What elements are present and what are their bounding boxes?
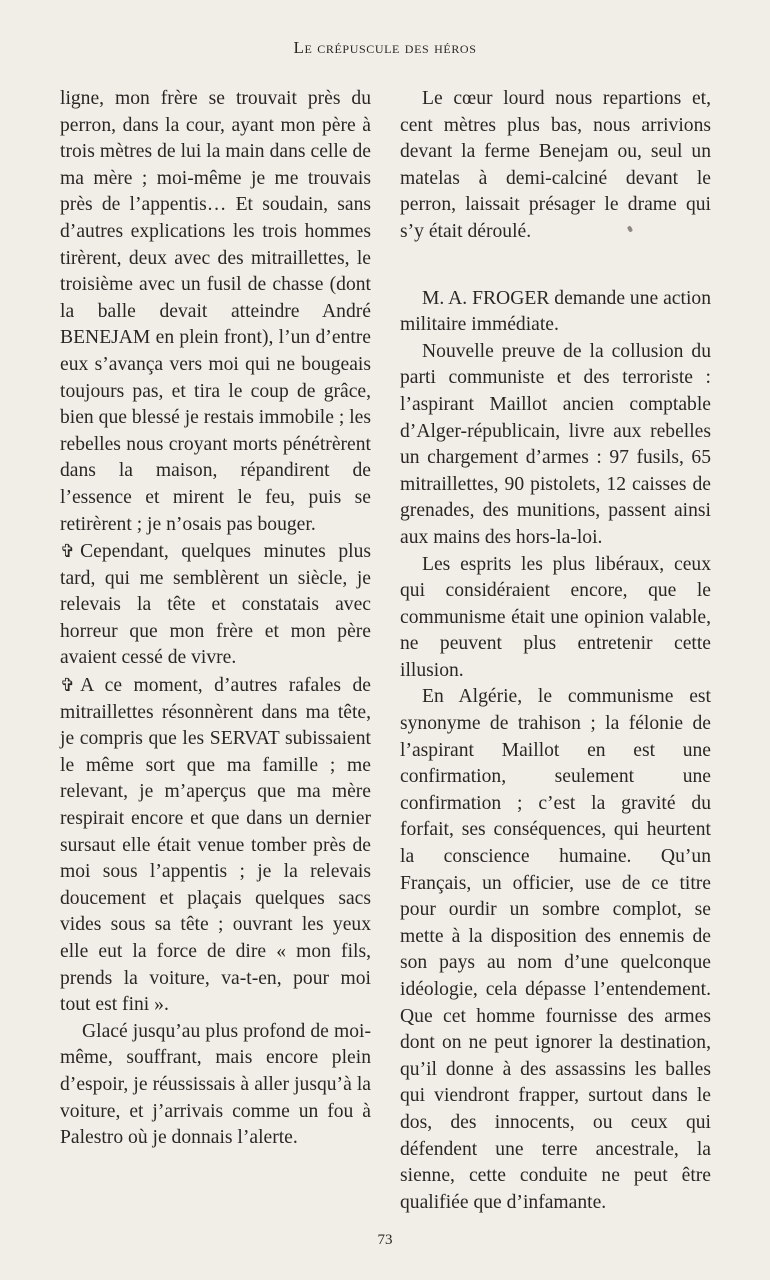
paragraph: [60, 672, 371, 1019]
paragraph: Nouvelle preuve de la collusion du parti communiste et des terroriste : l’aspirant Maillot ancien comptable d’Alger-républicain, livre aux rebelles un chargement d’armes : 97 fusils, 65 mitraillettes, 90 pistolets, 12 caisses de grenades, des munitions, passent ainsi aux mains des hors-la-loi.: [400, 340, 711, 548]
right-column: [400, 86, 711, 1216]
left-column: [60, 86, 371, 1152]
paragraph: ligne, mon frère se trouvait près du perron, dans la cour, ayant mon père à trois mètres de lui la main dans celle de ma mère ; moi-même je me trouvais près de l’appentis… Et soudain, sans d’autres explications les trois hommes tirèrent, deux avec des mitraillettes, le troisième avec un fusil de chasse (dont la balle devait atteindre André BENEJAM en plein front), l’un d’entre eux s’avança vers moi qui ne bougeais toujours pas, et tira le coup de grâce, bien que blessé je restais immobile ; les rebelles nous croyant morts pénétrèrent dans la maison, répandirent de l’essence et mirent le feu, puis se retirèrent ; je n’osais pas bouger.: [60, 88, 371, 535]
cross-symbol-icon: ✞: [60, 675, 76, 696]
cross-symbol-icon: ✞: [60, 541, 76, 562]
paragraph: Les esprits les plus libéraux, ceux qui considéraient encore, que le communisme était une opinion valable, ne peuvent plus entretenir cette illusion.: [400, 553, 711, 681]
paragraph: Glacé jusqu’au plus profond de moi-même, souffrant, mais encore plein d’espoir, je réussissais à aller jusqu’à la voiture, et j’arrivais comme un fou à Palestro où je donnais l’alerte.: [60, 1020, 371, 1149]
running-title: Le crépuscule des héros: [293, 38, 477, 57]
page-number: 73: [377, 1232, 393, 1248]
paragraph-text: Cependant, quelques minutes plus tard, qui me semblèrent un siècle, je relevais la tête et constatais avec horreur que mon frère et mon père avaient cessé de vivre.: [60, 541, 371, 669]
paragraph: En Algérie, le communisme est synonyme de trahison ; la félonie de l’aspirant Maillot en est une confirmation, seulement une confirmation ; c’est la gravité du forfait, ses conséquences, qui heurtent la conscience humaine. Qu’un Français, un officier, use de ce titre pour ourdir un sombre complot, se mette à la disposition des ennemis de son pays au nom d’une quelconque idéologie, cela dépasse l’entendement. Que cet homme fournisse des armes dont on ne peut ignorer la destination, qu’il donne à des assassins les balles qui viendront frapper, surtout dans le dos, des innocents, ou ceux qui défendent une terre ancestrale, la sienne, cette conduite ne peut être qualifiée que d’infamante.: [400, 686, 711, 1213]
paragraph: [60, 538, 371, 672]
paragraph: M. A. FROGER demande une action militaire immédiate.: [400, 287, 711, 336]
section-gap: [400, 246, 711, 286]
paragraph: Le cœur lourd nous repartions et, cent mètres plus bas, nous arrivions devant la ferme Benejam ou, seul un matelas à demi-calciné devant le perron, laissait présager le drame qui s’y était déroulé.: [400, 88, 711, 242]
paragraph-text: A ce moment, d’autres rafales de mitraillettes résonnèrent dans ma tête, je compris que les SERVAT subissaient le même sort que ma famille ; me relevant, je m’aperçus que ma mère respirait encore et que dans un dernier sursaut elle était venue tomber près de moi sous l’appentis ; je la relevais doucement et plaçais quelques sacs vides sous sa tête ; ouvrant les yeux elle eut la force de dire « mon fils, prends la voiture, va-t-en, pour moi tout est fini ».: [60, 675, 371, 1016]
